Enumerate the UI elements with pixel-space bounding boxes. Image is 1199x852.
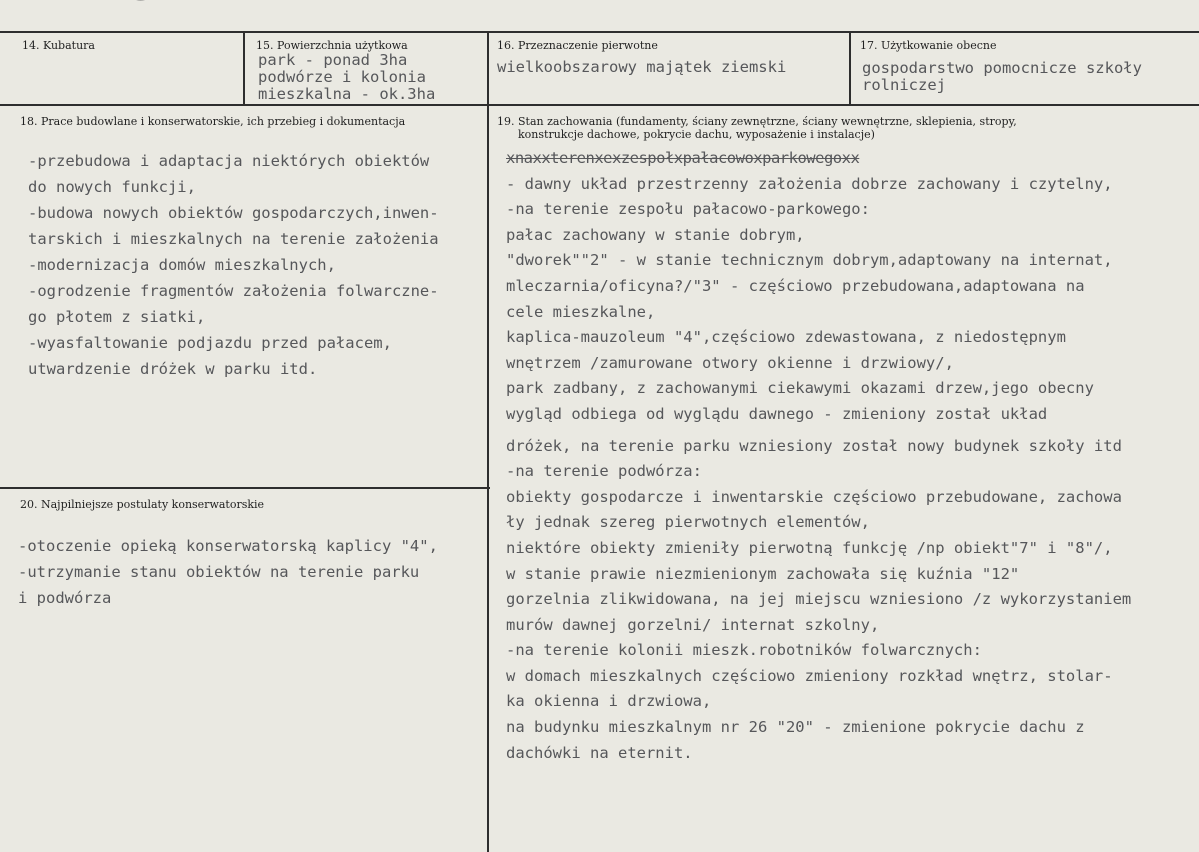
field-20-line: -utrzymanie stanu obiektów na terenie parku	[18, 563, 420, 581]
field-18-line: -wyasfaltowanie podjazdu przed pałacem,	[28, 334, 392, 352]
field-19-line: mleczarnia/oficyna?/"3" - częściowo przebudowana,adaptowana na	[506, 276, 1085, 295]
field-18-line: -przebudowa i adaptacja niektórych obiektów	[28, 152, 430, 170]
ink-fragment	[130, 0, 170, 4]
field-18-line: -budowa nowych obiektów gospodarczych,inwen-	[28, 204, 439, 222]
field-18-line: tarskich i mieszkalnych na terenie założenia	[28, 230, 439, 248]
field-19-line: wygląd odbiega od wyglądu dawnego - zmieniony został układ	[506, 404, 1048, 423]
field-16-line: wielkoobszarowy majątek ziemski	[497, 58, 787, 76]
field-19-value	[506, 146, 1131, 766]
field-19-line: cele mieszkalne,	[506, 302, 656, 321]
field-18-line: utwardzenie dróżek w parku itd.	[28, 360, 318, 378]
field-19-line: wnętrzem /zamurowane otwory okienne i drzwiowy/,	[506, 353, 954, 372]
field-20-value	[18, 533, 438, 611]
field-19-line: niektóre obiekty zmieniły pierwotną funkcję /np obiekt"7" i "8"/,	[506, 538, 1113, 557]
field-19-line: murów dawnej gorzelni/ internat szkolny,	[506, 615, 880, 634]
field-19-line: dachówki na eternit.	[506, 743, 693, 762]
field-19-line: na budynku mieszkalnym nr 26 "20" - zmienione pokrycie dachu z	[506, 718, 1085, 737]
rule-col-15	[243, 31, 245, 106]
field-20-label: 20. Najpilniejsze postulaty konserwatorskie	[20, 498, 265, 511]
field-19-line: - dawny układ przestrzenny założenia dobrze zachowany i czytelny,	[506, 174, 1113, 193]
field-17-value	[862, 60, 1142, 94]
field-19-line: -na terenie zespołu pałacowo-parkowego:	[506, 200, 870, 219]
field-18-line: do nowych funkcji,	[28, 178, 196, 196]
rule-col-16	[487, 31, 489, 852]
field-20-line: -otoczenie opieką konserwatorską kaplicy "4",	[18, 537, 438, 555]
field-17-line: rolniczej	[862, 76, 946, 94]
field-19-line: park zadbany, z zachowanymi ciekawymi okazami drzew,jego obecny	[506, 379, 1094, 398]
field-19-label-line: 19. Stan zachowania (fundamenty, ściany zewnętrzne, ściany wewnętrzne, sklepienia, stropy,	[497, 115, 1017, 128]
field-18-label: 18. Prace budowlane i konserwatorskie, ich przebieg i dokumentacja	[20, 115, 406, 128]
field-18-line: go płotem z siatki,	[28, 308, 206, 326]
field-15-line: park - ponad 3ha	[258, 51, 408, 69]
field-19-line: ły jednak szereg pierwotnych elementów,	[506, 513, 870, 532]
field-15-value	[258, 52, 435, 103]
field-18-line: -modernizacja domów mieszkalnych,	[28, 256, 336, 274]
rule-field20-top	[0, 487, 490, 489]
field-15-line: podwórze i kolonia	[258, 68, 426, 86]
field-19-line: w stanie prawie niezmienionym zachowała się kuźnia "12"	[506, 564, 1020, 583]
field-19-line: -na terenie kolonii mieszk.robotników folwarcznych:	[506, 641, 982, 660]
field-19-line: -na terenie podwórza:	[506, 462, 702, 481]
field-18-value	[28, 148, 439, 382]
field-14-label: 14. Kubatura	[22, 39, 95, 52]
rule-col-17	[849, 31, 851, 106]
field-19-line: ka okienna i drzwiowa,	[506, 692, 712, 711]
field-19-label-line: konstrukcje dachowe, pokrycie dachu, wyposażenie i instalacje)	[518, 128, 875, 141]
field-19-line: gorzelnia zlikwidowana, na jej miejscu wzniesiono /z wykorzystaniem	[506, 590, 1132, 609]
field-19-line: w domach mieszkalnych częściowo zmieniony rozkład wnętrz, stolar-	[506, 666, 1113, 685]
field-17-line: gospodarstwo pomocnicze szkoły	[862, 59, 1142, 77]
field-19-line: pałac zachowany w stanie dobrym,	[506, 225, 805, 244]
field-16-label: 16. Przeznaczenie pierwotne	[497, 39, 658, 52]
field-19-label	[497, 115, 1017, 141]
rule-row1-bottom	[0, 104, 1199, 106]
field-19-line: kaplica-mauzoleum "4",częściowo zdewastowana, z niedostępnym	[506, 328, 1066, 347]
field-16-value	[497, 59, 786, 76]
field-20-line: i podwórza	[18, 589, 112, 607]
field-18-line: -ogrodzenie fragmentów założenia folwarczne-	[28, 282, 439, 300]
field-15-label: 15. Powierzchnia użytkowa	[256, 39, 408, 52]
struck-out-line: xnaxxterenxexzespołxpałacowoxparkowegoxx	[506, 149, 860, 167]
field-19-line: "dworek""2" - w stanie technicznym dobrym,adaptowany na internat,	[506, 251, 1113, 270]
field-17-label: 17. Użytkowanie obecne	[860, 39, 997, 52]
field-19-line: obiekty gospodarcze i inwentarskie częściowo przebudowane, zachowa	[506, 487, 1122, 506]
field-15-line: mieszkalna - ok.3ha	[258, 85, 436, 103]
field-19-line: dróżek, na terenie parku wzniesiony został nowy budynek szkoły itd	[506, 436, 1122, 455]
rule-top	[0, 31, 1199, 33]
